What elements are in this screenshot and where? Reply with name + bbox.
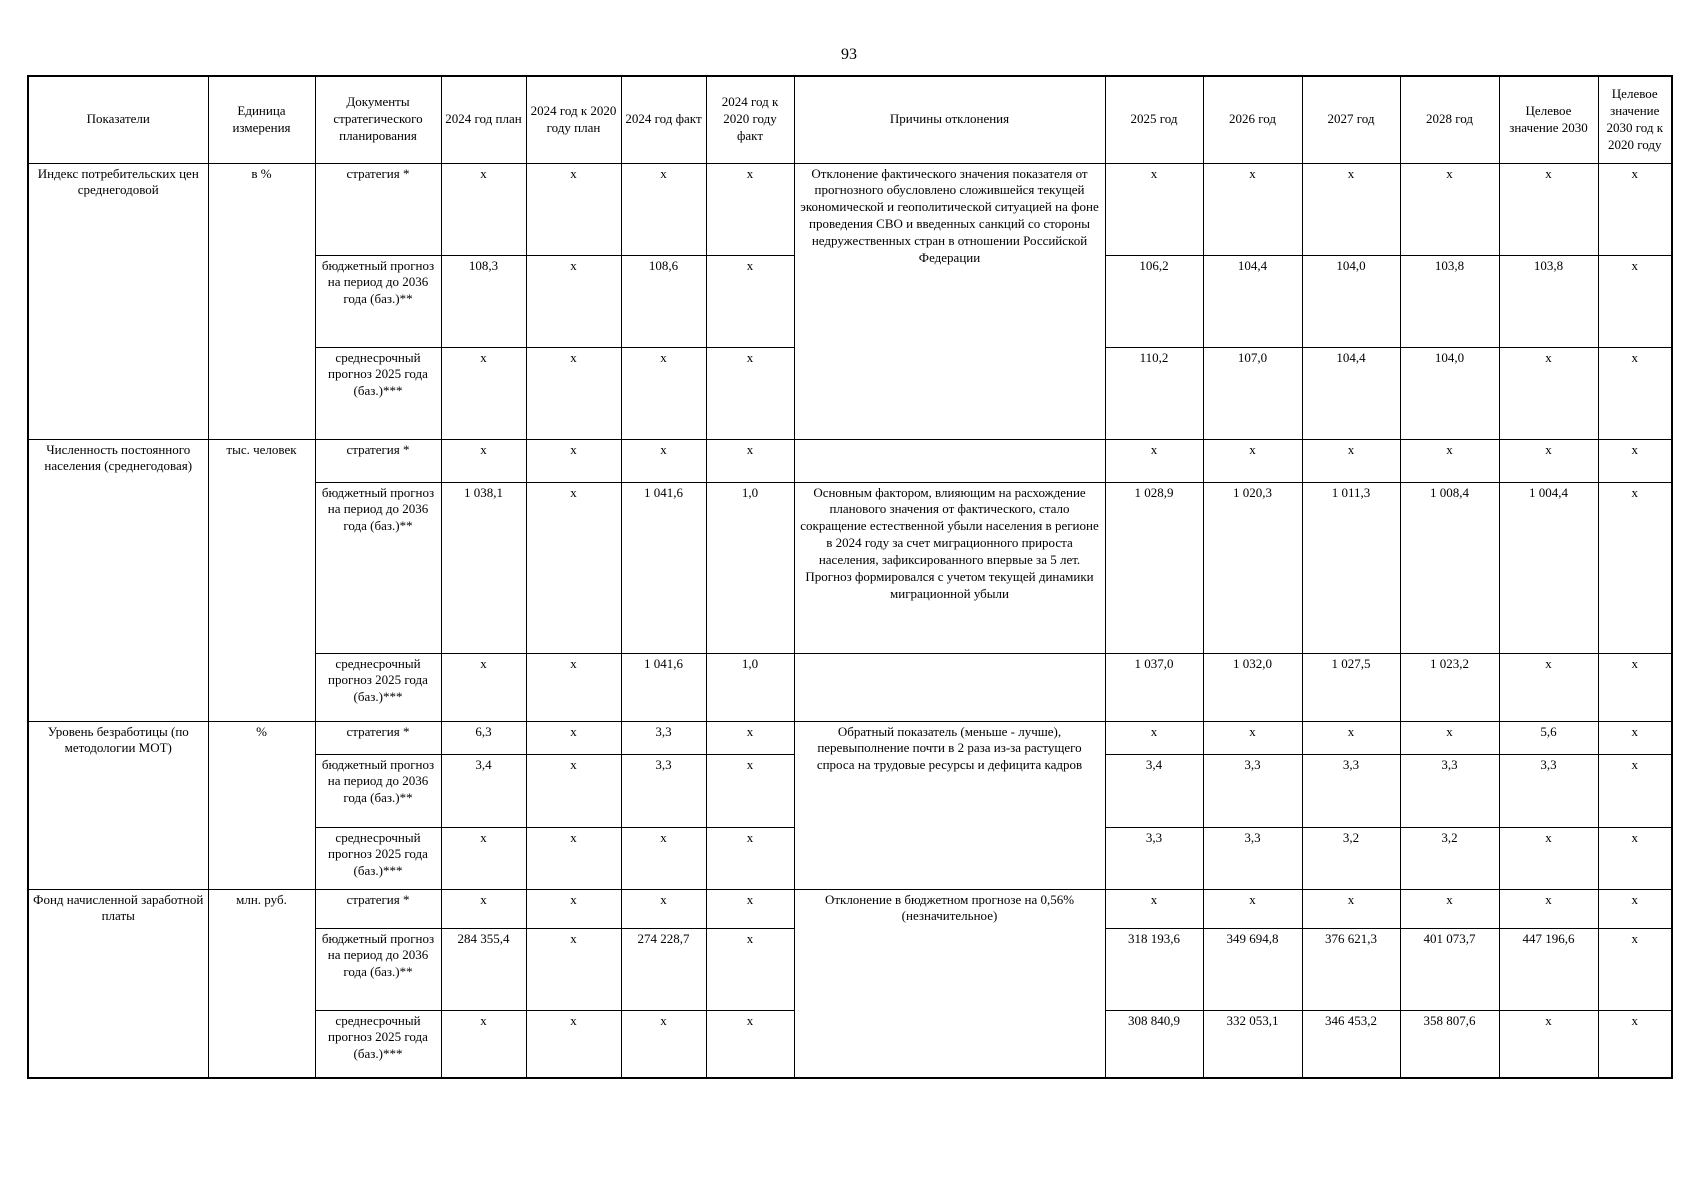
value-target-2030-to-2020: х xyxy=(1598,827,1672,889)
value-2025: 3,3 xyxy=(1105,827,1203,889)
value-2024-to-2020-plan: х xyxy=(526,1010,621,1078)
value-2024-plan: 6,3 xyxy=(441,721,526,754)
value-2028: х xyxy=(1400,889,1499,928)
planning-document: стратегия * xyxy=(315,439,441,482)
table-row xyxy=(28,163,1672,255)
value-2024-to-2020-plan: х xyxy=(526,482,621,653)
deviation-reason: Отклонение в бюджетном прогнозе на 0,56% (незначительное) xyxy=(794,889,1105,1078)
header-2027: 2027 год xyxy=(1302,76,1400,163)
value-target-2030-to-2020: х xyxy=(1598,754,1672,827)
value-2024-plan: х xyxy=(441,1010,526,1078)
deviation-reason: Обратный показатель (меньше - лучше), перевыполнение почти в 2 раза из-за растущего спроса на трудовые ресурсы и дефицита кадров xyxy=(794,721,1105,889)
value-2026: 107,0 xyxy=(1203,347,1302,439)
value-2024-to-2020-fact: х xyxy=(706,754,794,827)
value-2027: 1 011,3 xyxy=(1302,482,1400,653)
value-2025: 1 037,0 xyxy=(1105,653,1203,721)
value-2024-to-2020-fact: х xyxy=(706,827,794,889)
value-2028: 3,3 xyxy=(1400,754,1499,827)
value-2024-to-2020-fact: х xyxy=(706,928,794,1010)
table-row xyxy=(28,439,1672,482)
value-2027: 1 027,5 xyxy=(1302,653,1400,721)
value-2024-plan: х xyxy=(441,439,526,482)
value-2026: х xyxy=(1203,721,1302,754)
value-2025: 110,2 xyxy=(1105,347,1203,439)
deviation-reason-empty xyxy=(794,439,1105,482)
value-2025: 318 193,6 xyxy=(1105,928,1203,1010)
value-2024-fact: х xyxy=(621,163,706,255)
value-target-2030: х xyxy=(1499,889,1598,928)
value-2028: 1 008,4 xyxy=(1400,482,1499,653)
value-2024-to-2020-plan: х xyxy=(526,163,621,255)
value-2025: 106,2 xyxy=(1105,255,1203,347)
planning-document: бюджетный прогноз на период до 2036 года (баз.)** xyxy=(315,255,441,347)
value-2026: 3,3 xyxy=(1203,754,1302,827)
value-target-2030: х xyxy=(1499,439,1598,482)
indicator-name: Фонд начисленной заработной платы xyxy=(28,889,208,1078)
page-number: 93 xyxy=(841,46,857,63)
value-2024-plan: х xyxy=(441,347,526,439)
value-2024-to-2020-fact: х xyxy=(706,163,794,255)
value-2024-fact: х xyxy=(621,827,706,889)
value-target-2030: 1 004,4 xyxy=(1499,482,1598,653)
value-2026: 349 694,8 xyxy=(1203,928,1302,1010)
value-target-2030-to-2020: х xyxy=(1598,347,1672,439)
planning-document: среднесрочный прогноз 2025 года (баз.)*** xyxy=(315,653,441,721)
value-2024-fact: 1 041,6 xyxy=(621,482,706,653)
value-target-2030-to-2020: х xyxy=(1598,255,1672,347)
value-2028: 401 073,7 xyxy=(1400,928,1499,1010)
planning-document: среднесрочный прогноз 2025 года (баз.)*** xyxy=(315,827,441,889)
value-2028: 358 807,6 xyxy=(1400,1010,1499,1078)
header-documents: Документы стратегического планирования xyxy=(315,76,441,163)
value-2024-plan: 284 355,4 xyxy=(441,928,526,1010)
value-target-2030: 103,8 xyxy=(1499,255,1598,347)
header-row xyxy=(28,76,1672,163)
value-2024-to-2020-plan: х xyxy=(526,653,621,721)
value-2024-to-2020-plan: х xyxy=(526,347,621,439)
table-row xyxy=(28,721,1672,754)
planning-document: бюджетный прогноз на период до 2036 года (баз.)** xyxy=(315,754,441,827)
value-2024-to-2020-fact: 1,0 xyxy=(706,653,794,721)
value-2025: х xyxy=(1105,439,1203,482)
value-2024-to-2020-plan: х xyxy=(526,439,621,482)
value-2027: х xyxy=(1302,439,1400,482)
value-2024-plan: х xyxy=(441,827,526,889)
value-2025: х xyxy=(1105,721,1203,754)
header-2028: 2028 год xyxy=(1400,76,1499,163)
value-target-2030-to-2020: х xyxy=(1598,928,1672,1010)
value-target-2030: 447 196,6 xyxy=(1499,928,1598,1010)
value-2024-fact: 1 041,6 xyxy=(621,653,706,721)
value-2024-to-2020-fact: х xyxy=(706,1010,794,1078)
value-2027: х xyxy=(1302,163,1400,255)
value-2024-to-2020-fact: х xyxy=(706,255,794,347)
value-target-2030-to-2020: х xyxy=(1598,889,1672,928)
value-2024-to-2020-fact: 1,0 xyxy=(706,482,794,653)
value-2024-to-2020-fact: х xyxy=(706,889,794,928)
value-2024-plan: х xyxy=(441,653,526,721)
value-2024-plan: 1 038,1 xyxy=(441,482,526,653)
indicator-unit: тыс. человек xyxy=(208,439,315,721)
value-target-2030: 3,3 xyxy=(1499,754,1598,827)
value-2024-fact: х xyxy=(621,1010,706,1078)
header-target-2030-to-2020: Целевое значение 2030 год к 2020 году xyxy=(1598,76,1672,163)
header-2025: 2025 год xyxy=(1105,76,1203,163)
deviation-reason: Отклонение фактического значения показателя от прогнозного обусловлено сложившейся текущей экономической и геополитической ситуацией на фоне проведения СВО и введенных санкций со стороны недружественных стран в отношении Российской Федерации xyxy=(794,163,1105,439)
planning-document: стратегия * xyxy=(315,721,441,754)
value-target-2030: х xyxy=(1499,163,1598,255)
value-2028: х xyxy=(1400,439,1499,482)
deviation-reason-empty xyxy=(794,653,1105,721)
header-2024-to-2020-fact: 2024 год к 2020 году факт xyxy=(706,76,794,163)
planning-document: бюджетный прогноз на период до 2036 года (баз.)** xyxy=(315,928,441,1010)
value-target-2030: х xyxy=(1499,1010,1598,1078)
value-2027: 346 453,2 xyxy=(1302,1010,1400,1078)
value-2024-plan: 108,3 xyxy=(441,255,526,347)
header-reasons: Причины отклонения xyxy=(794,76,1105,163)
value-2028: 1 023,2 xyxy=(1400,653,1499,721)
value-target-2030-to-2020: х xyxy=(1598,482,1672,653)
planning-document: бюджетный прогноз на период до 2036 года (баз.)** xyxy=(315,482,441,653)
planning-document: среднесрочный прогноз 2025 года (баз.)*** xyxy=(315,1010,441,1078)
header-2024-plan: 2024 год план xyxy=(441,76,526,163)
value-2026: 1 032,0 xyxy=(1203,653,1302,721)
value-2024-fact: 3,3 xyxy=(621,754,706,827)
value-2026: 332 053,1 xyxy=(1203,1010,1302,1078)
header-target-2030: Целевое значение 2030 xyxy=(1499,76,1598,163)
value-2027: 104,0 xyxy=(1302,255,1400,347)
value-2025: х xyxy=(1105,889,1203,928)
indicator-name: Численность постоянного населения (среднегодовая) xyxy=(28,439,208,721)
value-target-2030-to-2020: х xyxy=(1598,163,1672,255)
value-2028: 104,0 xyxy=(1400,347,1499,439)
value-target-2030-to-2020: х xyxy=(1598,1010,1672,1078)
value-2024-plan: х xyxy=(441,889,526,928)
value-2024-to-2020-plan: х xyxy=(526,889,621,928)
value-2024-to-2020-plan: х xyxy=(526,754,621,827)
value-2024-to-2020-fact: х xyxy=(706,439,794,482)
value-2028: х xyxy=(1400,721,1499,754)
header-2024-fact: 2024 год факт xyxy=(621,76,706,163)
value-target-2030: 5,6 xyxy=(1499,721,1598,754)
value-2024-to-2020-plan: х xyxy=(526,255,621,347)
value-2027: 3,2 xyxy=(1302,827,1400,889)
planning-document: среднесрочный прогноз 2025 года (баз.)*** xyxy=(315,347,441,439)
planning-document: стратегия * xyxy=(315,163,441,255)
value-2024-to-2020-plan: х xyxy=(526,928,621,1010)
value-2028: 3,2 xyxy=(1400,827,1499,889)
value-target-2030-to-2020: х xyxy=(1598,653,1672,721)
value-2027: х xyxy=(1302,889,1400,928)
value-2024-to-2020-fact: х xyxy=(706,721,794,754)
indicator-unit: в % xyxy=(208,163,315,439)
indicator-name: Индекс потребительских цен среднегодовой xyxy=(28,163,208,439)
value-2024-fact: х xyxy=(621,347,706,439)
value-2024-fact: 108,6 xyxy=(621,255,706,347)
value-target-2030: х xyxy=(1499,827,1598,889)
planning-document: стратегия * xyxy=(315,889,441,928)
value-2026: х xyxy=(1203,889,1302,928)
value-2026: 1 020,3 xyxy=(1203,482,1302,653)
value-2024-fact: х xyxy=(621,439,706,482)
value-target-2030: х xyxy=(1499,653,1598,721)
value-2026: 104,4 xyxy=(1203,255,1302,347)
value-2028: 103,8 xyxy=(1400,255,1499,347)
indicator-name: Уровень безработицы (по методологии МОТ) xyxy=(28,721,208,889)
value-2025: 308 840,9 xyxy=(1105,1010,1203,1078)
value-2026: 3,3 xyxy=(1203,827,1302,889)
value-2027: х xyxy=(1302,721,1400,754)
value-2025: 1 028,9 xyxy=(1105,482,1203,653)
value-2027: 104,4 xyxy=(1302,347,1400,439)
value-2024-fact: 3,3 xyxy=(621,721,706,754)
header-2024-to-2020-plan: 2024 год к 2020 году план xyxy=(526,76,621,163)
value-2024-to-2020-fact: х xyxy=(706,347,794,439)
table-row xyxy=(28,889,1672,928)
value-target-2030-to-2020: х xyxy=(1598,439,1672,482)
value-2024-fact: 274 228,7 xyxy=(621,928,706,1010)
value-target-2030: х xyxy=(1499,347,1598,439)
value-2026: х xyxy=(1203,439,1302,482)
value-2024-plan: 3,4 xyxy=(441,754,526,827)
header-2026: 2026 год xyxy=(1203,76,1302,163)
value-2024-fact: х xyxy=(621,889,706,928)
value-2027: 376 621,3 xyxy=(1302,928,1400,1010)
value-2025: 3,4 xyxy=(1105,754,1203,827)
deviation-reason: Основным фактором, влияющим на расхождение планового значения от фактического, стало сокращение естественной убыли населения в регионе в 2024 году за счет миграционного прироста населения, зафиксированного впервые за 5 лет. Прогноз формировался с учетом текущей динамики миграционной убыли xyxy=(794,482,1105,653)
value-target-2030-to-2020: х xyxy=(1598,721,1672,754)
value-2028: х xyxy=(1400,163,1499,255)
indicator-unit: млн. руб. xyxy=(208,889,315,1078)
value-2024-plan: х xyxy=(441,163,526,255)
value-2025: х xyxy=(1105,163,1203,255)
value-2024-to-2020-plan: х xyxy=(526,827,621,889)
value-2024-to-2020-plan: х xyxy=(526,721,621,754)
header-unit: Единица измерения xyxy=(208,76,315,163)
value-2026: х xyxy=(1203,163,1302,255)
indicator-unit: % xyxy=(208,721,315,889)
indicators-table xyxy=(27,75,1673,1079)
header-indicator: Показатели xyxy=(28,76,208,163)
value-2027: 3,3 xyxy=(1302,754,1400,827)
